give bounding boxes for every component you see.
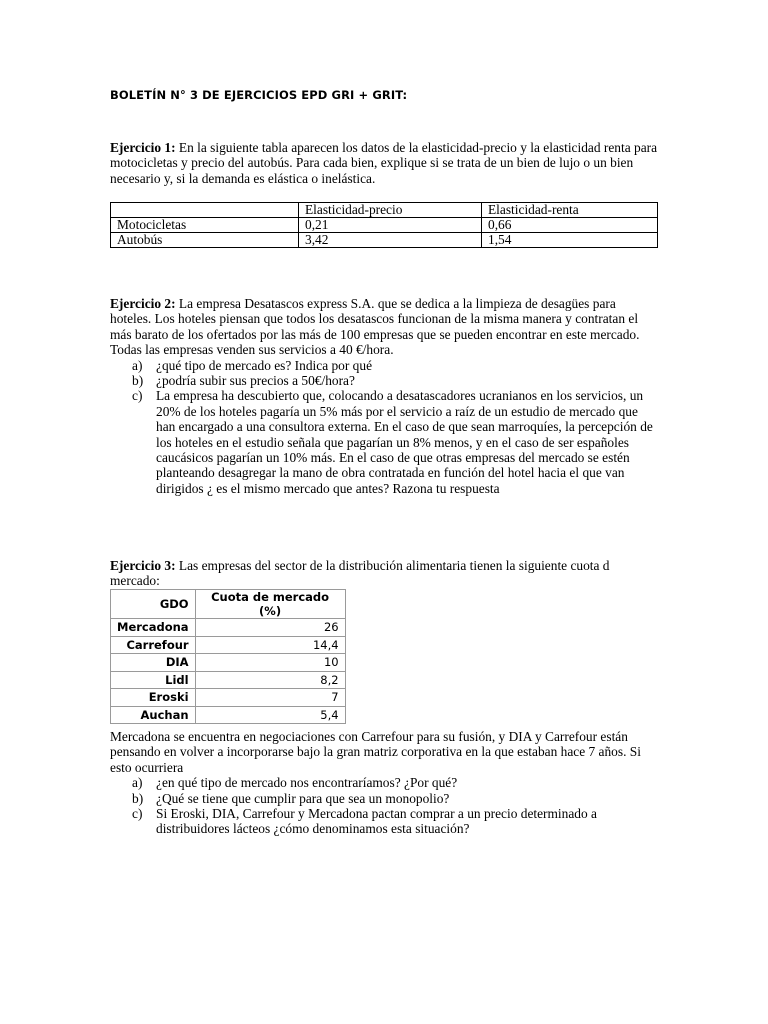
table-row [111, 706, 346, 724]
list-marker: a) [132, 775, 143, 791]
table-cell: 5,4 [195, 706, 345, 724]
table-cell: 26 [195, 619, 345, 637]
list-item-text: ¿en qué tipo de mercado nos encontraríamos? ¿Por qué? [156, 775, 458, 791]
list-marker: c) [132, 388, 143, 404]
table-row [111, 689, 346, 707]
table-header-cell: Elasticidad-renta [482, 203, 658, 218]
table-row [111, 654, 346, 672]
list-marker: c) [132, 806, 143, 822]
table-cell: Auchan [111, 706, 196, 724]
table-row [111, 218, 658, 233]
list-item-text: Si Eroski, DIA, Carrefour y Mercadona pactan comprar a un precio determinado a distribuidores lácteos ¿cómo denominamos esta situación? [156, 806, 597, 837]
list-item [110, 775, 658, 790]
exercise-1-statement [110, 140, 658, 186]
exercise-3-statement [110, 558, 658, 589]
table-header-cell: Cuota de mercado (%) [195, 590, 345, 619]
table-cell: Autobús [111, 233, 299, 248]
table-row [111, 636, 346, 654]
table-row [111, 671, 346, 689]
table-header-row [111, 203, 658, 218]
table-cell: DIA [111, 654, 196, 672]
table-cell: Motocicletas [111, 218, 299, 233]
table-row [111, 619, 346, 637]
table-cell: Mercadona [111, 619, 196, 637]
list-item [110, 388, 658, 496]
exercise-3-scenario: Mercadona se encuentra en negociaciones con Carrefour para su fusión, y DIA y Carrefour están pensando en volver a incorporarse bajo la gran matriz corporativa en la que estaban hace 7 años. Si esto ocurriera [110, 729, 641, 775]
table-cell: 14,4 [195, 636, 345, 654]
exercise-1-text: En la siguiente tabla aparecen los datos de la elasticidad-precio y la elasticidad renta para motocicletas y precio del autobús. Para cada bien, explique si se trata de un bien de lujo o un bien necesario y, si la demanda es elástica o inelástica. [110, 140, 658, 186]
table-cell: 7 [195, 689, 345, 707]
table-header-cell: Elasticidad-precio [299, 203, 482, 218]
list-item-text: ¿qué tipo de mercado es? Indica por qué [156, 357, 373, 373]
exercise-3-followup [110, 729, 658, 837]
list-item [110, 358, 658, 373]
table-cell: Carrefour [111, 636, 196, 654]
list-item-text: ¿podría subir sus precios a 50€/hora? [156, 373, 355, 389]
table-cell: 3,42 [299, 233, 482, 248]
list-marker: a) [132, 357, 143, 373]
list-item [110, 373, 658, 388]
list-item [110, 791, 658, 806]
elasticity-table [110, 202, 658, 248]
list-marker: b) [132, 373, 144, 389]
table-cell: 1,54 [482, 233, 658, 248]
list-item-text: ¿Qué se tiene que cumplir para que sea un monopolio? [156, 790, 450, 806]
exercise-2-block [110, 296, 658, 496]
exercise-3-text: Las empresas del sector de la distribución alimentaria tienen la siguiente cuota d mercado: [110, 558, 610, 589]
table-cell: 8,2 [195, 671, 345, 689]
document-title: BOLETÍN N° 3 DE EJERCICIOS EPD GRI + GRIT: [110, 88, 408, 102]
table-row [111, 233, 658, 248]
exercise-1-label: Ejercicio 1: [110, 140, 176, 155]
market-share-table [110, 589, 346, 724]
exercise-3-questions [110, 775, 658, 837]
exercise-2-questions [110, 358, 658, 497]
table-header-row [111, 590, 346, 619]
table-cell [111, 203, 299, 218]
exercise-3-label: Ejercicio 3: [110, 558, 176, 573]
table-cell: Lidl [111, 671, 196, 689]
table-cell: 0,66 [482, 218, 658, 233]
table-header-cell: GDO [111, 590, 196, 619]
exercise-2-statement [110, 296, 658, 358]
exercise-2-text: La empresa Desatascos express S.A. que se dedica a la limpieza de desagües para hoteles. Los hoteles piensan que todos los desatascos funcionan de la misma manera y contratan el más barato de los ofertados por las más de 100 empresas que se pueden encontrar en este mercado. Todas las empresas venden sus servicios a 40 €/hora. [110, 296, 640, 358]
list-marker: b) [132, 790, 144, 806]
table-cell: 10 [195, 654, 345, 672]
list-item-text: La empresa ha descubierto que, colocando a desatascadores ucranianos en los servicios, un 20% de los hoteles pagaría un 5% más por el servicio a raíz de un estudio de mercado que han encargado a una consultora externa. En el caso de que sean marroquíes, la percepción de los hoteles en el estudio señala que pagarían un 8% menos, y en el caso de ser españoles caucásicos pagarían un 10% más. En el caso de que otras empresas del mercado se estén planteando desagregar la mano de obra contratada en función del hotel hacia el que van dirigidos ¿ es el mismo mercado que antes? Razona tu respuesta [156, 388, 653, 496]
table-cell: Eroski [111, 689, 196, 707]
table-cell: 0,21 [299, 218, 482, 233]
exercise-2-label: Ejercicio 2: [110, 296, 176, 311]
list-item [110, 806, 658, 837]
